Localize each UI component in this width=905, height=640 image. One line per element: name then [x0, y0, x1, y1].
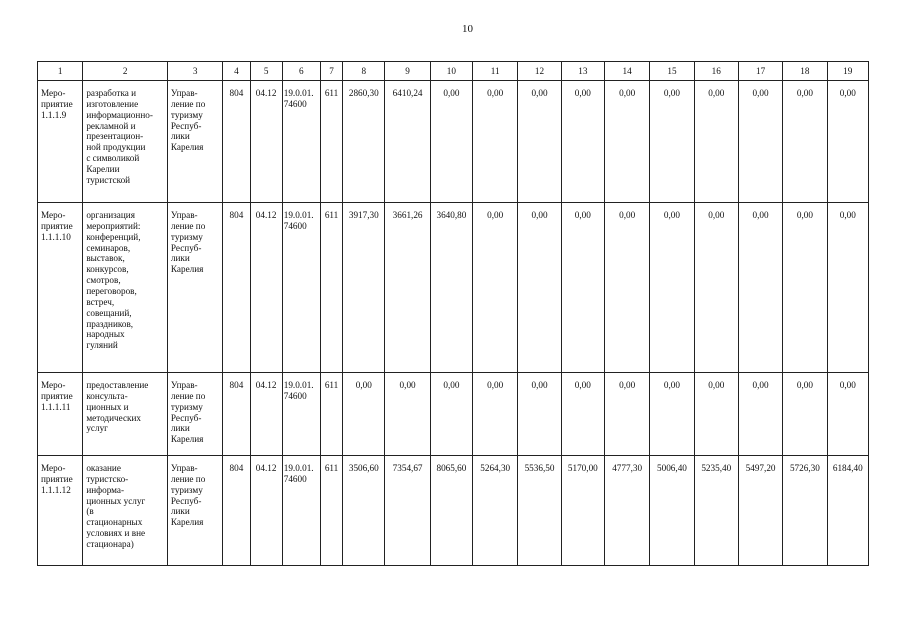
- value-cell: 0,00: [738, 373, 782, 456]
- column-header: 2: [83, 62, 168, 81]
- value-cell: 0,00: [518, 373, 561, 456]
- value-cell: 5497,20: [738, 456, 782, 566]
- header-row: [38, 62, 869, 81]
- section-code-cell: 04.12: [250, 456, 282, 566]
- value-cell: 0,00: [430, 81, 472, 203]
- column-header: 12: [518, 62, 561, 81]
- value-cell: 0,00: [561, 373, 604, 456]
- column-header: 11: [473, 62, 518, 81]
- expense-type-cell: 611: [320, 81, 342, 203]
- value-cell: 0,00: [430, 373, 472, 456]
- value-cell: 3661,26: [385, 203, 430, 373]
- value-cell: 6410,24: [385, 81, 430, 203]
- value-cell: 5264,30: [473, 456, 518, 566]
- value-cell: 3506,60: [343, 456, 385, 566]
- column-header: 9: [385, 62, 430, 81]
- column-header: 18: [783, 62, 827, 81]
- section-code-cell: 04.12: [250, 373, 282, 456]
- value-cell: 0,00: [473, 81, 518, 203]
- value-cell: 0,00: [827, 373, 868, 456]
- column-header: 19: [827, 62, 868, 81]
- table-row: [38, 81, 869, 203]
- value-cell: 6184,40: [827, 456, 868, 566]
- value-cell: 0,00: [604, 81, 649, 203]
- column-header: 5: [250, 62, 282, 81]
- value-cell: 0,00: [385, 373, 430, 456]
- grbs-code-cell: 804: [223, 81, 250, 203]
- column-header: 14: [604, 62, 649, 81]
- value-cell: 0,00: [604, 373, 649, 456]
- column-header: 15: [650, 62, 694, 81]
- table-row: [38, 203, 869, 373]
- page-number: 10: [462, 23, 473, 35]
- value-cell: 3917,30: [343, 203, 385, 373]
- table-row: [38, 456, 869, 566]
- value-cell: 0,00: [694, 203, 738, 373]
- grbs-code-cell: 804: [223, 373, 250, 456]
- column-header: 8: [343, 62, 385, 81]
- expense-type-cell: 611: [320, 456, 342, 566]
- event-name-cell: организация мероприятий: конференций, семинаров, выставок, конкурсов, смотров, переговоров, встреч, совещаний, праздников, народных гуляний: [83, 203, 168, 373]
- column-header: 6: [282, 62, 320, 81]
- budget-table: [37, 61, 869, 566]
- value-cell: 0,00: [738, 203, 782, 373]
- column-header: 13: [561, 62, 604, 81]
- event-name-cell: оказание туристско- информа- ционных услуг (в стационарных условиях и вне стационара): [83, 456, 168, 566]
- value-cell: 4777,30: [604, 456, 649, 566]
- column-header: 1: [38, 62, 83, 81]
- value-cell: 3640,80: [430, 203, 472, 373]
- value-cell: 2860,30: [343, 81, 385, 203]
- value-cell: 0,00: [473, 373, 518, 456]
- value-cell: 0,00: [604, 203, 649, 373]
- event-code-cell: Меро- приятие 1.1.1.9: [38, 81, 83, 203]
- value-cell: 0,00: [827, 81, 868, 203]
- section-code-cell: 04.12: [250, 203, 282, 373]
- expense-type-cell: 611: [320, 373, 342, 456]
- value-cell: 0,00: [343, 373, 385, 456]
- value-cell: 0,00: [694, 373, 738, 456]
- column-header: 4: [223, 62, 250, 81]
- section-code-cell: 04.12: [250, 81, 282, 203]
- grbs-code-cell: 804: [223, 456, 250, 566]
- executor-cell: Управ- ление по туризму Респуб- лики Карелия: [167, 456, 222, 566]
- target-item-cell: 19.0.01. 74600: [282, 373, 320, 456]
- value-cell: 7354,67: [385, 456, 430, 566]
- value-cell: 0,00: [518, 81, 561, 203]
- value-cell: 5235,40: [694, 456, 738, 566]
- grbs-code-cell: 804: [223, 203, 250, 373]
- table-row: [38, 373, 869, 456]
- value-cell: 5006,40: [650, 456, 694, 566]
- value-cell: 0,00: [650, 203, 694, 373]
- executor-cell: Управ- ление по туризму Респуб- лики Карелия: [167, 373, 222, 456]
- event-code-cell: Меро- приятие 1.1.1.10: [38, 203, 83, 373]
- value-cell: 0,00: [827, 203, 868, 373]
- value-cell: 0,00: [650, 373, 694, 456]
- expense-type-cell: 611: [320, 203, 342, 373]
- target-item-cell: 19.0.01. 74600: [282, 81, 320, 203]
- event-code-cell: Меро- приятие 1.1.1.11: [38, 373, 83, 456]
- value-cell: 5170,00: [561, 456, 604, 566]
- event-name-cell: предоставление консульта- ционных и методических услуг: [83, 373, 168, 456]
- value-cell: 0,00: [561, 81, 604, 203]
- target-item-cell: 19.0.01. 74600: [282, 456, 320, 566]
- value-cell: 0,00: [783, 373, 827, 456]
- value-cell: 0,00: [561, 203, 604, 373]
- executor-cell: Управ- ление по туризму Респуб- лики Карелия: [167, 203, 222, 373]
- value-cell: 5536,50: [518, 456, 561, 566]
- value-cell: 0,00: [738, 81, 782, 203]
- executor-cell: Управ- ление по туризму Респуб- лики Карелия: [167, 81, 222, 203]
- value-cell: 0,00: [694, 81, 738, 203]
- column-header: 17: [738, 62, 782, 81]
- value-cell: 0,00: [783, 81, 827, 203]
- value-cell: 0,00: [473, 203, 518, 373]
- column-header: 7: [320, 62, 342, 81]
- value-cell: 0,00: [518, 203, 561, 373]
- value-cell: 8065,60: [430, 456, 472, 566]
- column-header: 10: [430, 62, 472, 81]
- value-cell: 5726,30: [783, 456, 827, 566]
- target-item-cell: 19.0.01. 74600: [282, 203, 320, 373]
- value-cell: 0,00: [783, 203, 827, 373]
- event-code-cell: Меро- приятие 1.1.1.12: [38, 456, 83, 566]
- column-header: 16: [694, 62, 738, 81]
- column-header: 3: [167, 62, 222, 81]
- value-cell: 0,00: [650, 81, 694, 203]
- event-name-cell: разработка и изготовление информационно- рекламной и презентацион- ной продукции с символикой Карелии туристской: [83, 81, 168, 203]
